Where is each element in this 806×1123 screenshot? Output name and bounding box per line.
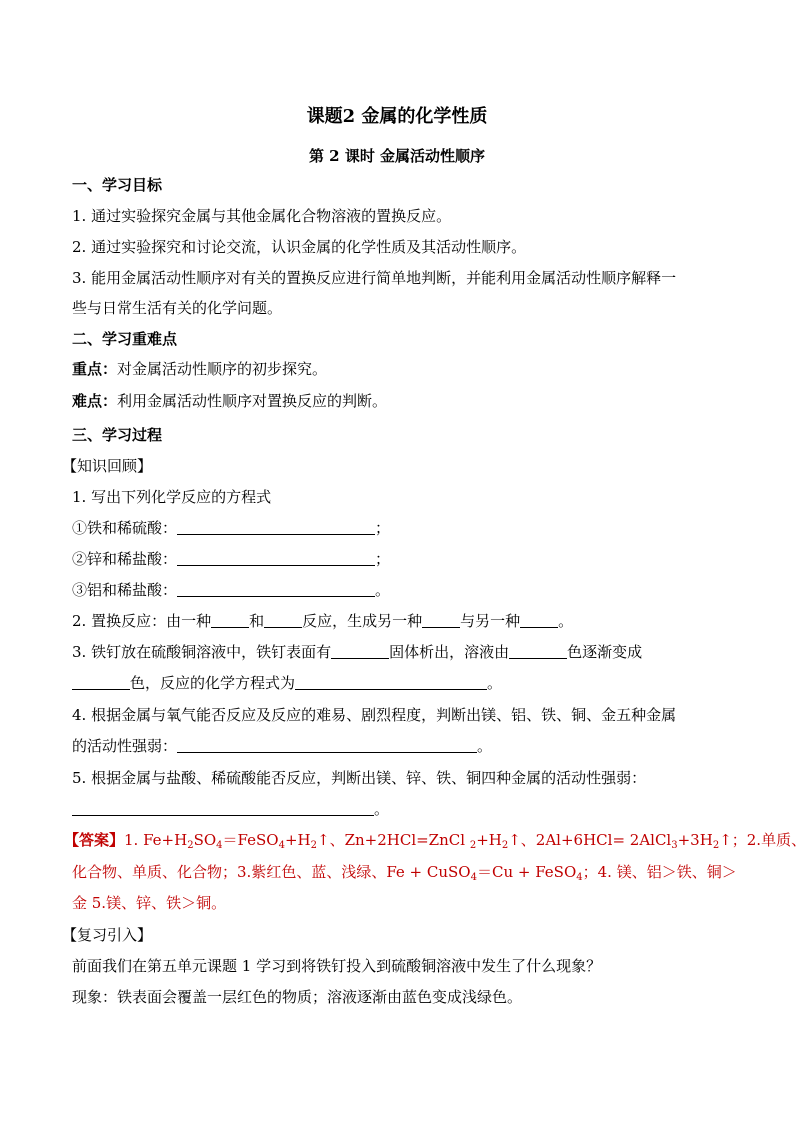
answer-blank-activity-order[interactable] [72, 800, 374, 816]
q3-part: 色逐渐变成 [567, 643, 643, 661]
question-4-continued [72, 735, 492, 757]
answer-text: ↑、2Al+6HCl= 2AlCl [508, 831, 672, 849]
answer-blank-1b[interactable] [177, 550, 375, 566]
period: 。 [375, 581, 391, 599]
question-1c [72, 579, 390, 601]
page-subtitle: 第 2 课时 金属活动性顺序 [308, 147, 486, 165]
difficulty-text: 利用金属活动性顺序对置换反应的判断。 [117, 392, 388, 410]
subscript: 2 [187, 840, 194, 851]
section-heading-key-points: 二、学习重难点 [72, 330, 178, 348]
subscript: 2 [501, 840, 509, 851]
subscript: 2 [469, 840, 477, 851]
question-1c-label: ③铝和稀盐酸： [72, 581, 178, 599]
question-1a-label: ①铁和稀硫酸： [72, 519, 178, 537]
key-point-line [72, 358, 327, 380]
question-4: 4. 根据金属与氧气能否反应及反应的难易、剧烈程度，判断出镁、铝、铁、铜、金五种金属 [72, 706, 677, 724]
question-1a [72, 517, 390, 539]
section-heading-objectives: 一、学习目标 [72, 176, 163, 194]
answer-blank[interactable] [331, 643, 389, 659]
answer-label: 【答案】 [64, 831, 125, 849]
answer-blank[interactable] [509, 643, 567, 659]
answer-text: ＝Cu + FeSO [476, 863, 577, 881]
intro-label: 【复习引入】 [62, 926, 153, 944]
q2-part: 。 [558, 612, 574, 630]
key-point-label: 重点： [72, 360, 118, 378]
question-1: 1. 写出下列化学反应的方程式 [72, 488, 272, 506]
difficulty-label: 难点： [72, 392, 118, 410]
q3b-part: 。 [487, 674, 503, 692]
question-5-continued [72, 798, 389, 820]
subscript: 3 [671, 840, 678, 851]
objective-item: 2. 通过实验探究和讨论交流，认识金属的化学性质及其活动性顺序。 [72, 238, 527, 256]
question-1b [72, 548, 390, 570]
difficulty-line [72, 390, 387, 412]
q2-part: 与另一种 [460, 612, 521, 630]
key-point-text: 对金属活动性顺序的初步探究。 [117, 360, 328, 378]
objective-item: 3. 能用金属活动性顺序对有关的置换反应进行简单地判断，并能利用金属活动性顺序解释一 [72, 269, 677, 287]
page-title: 课题2 金属的化学性质 [306, 106, 488, 127]
answer-blank[interactable] [72, 674, 130, 690]
question-5: 5. 根据金属与盐酸、稀硫酸能否反应，判断出镁、锌、铁、铜四种金属的活动性强弱： [72, 769, 647, 787]
answer-text: 化合物、单质、化合物；3.紫红色、蓝、浅绿、Fe + CuSO [72, 863, 471, 881]
answer-blank-1c[interactable] [177, 581, 375, 597]
subscript: 2 [310, 840, 317, 851]
period: 。 [374, 800, 390, 818]
answer-line-1 [64, 829, 806, 851]
answer-text: ；4. 镁、铝＞铁、铜＞ [582, 863, 737, 881]
answer-line-3: 金 5.镁、锌、铁＞铜。 [72, 894, 227, 912]
intro-question: 前面我们在第五单元课题 1 学习到将铁钉投入到硫酸铜溶液中发生了什么现象？ [72, 957, 602, 975]
subscript: 4 [470, 872, 477, 883]
answer-blank[interactable] [520, 612, 558, 628]
question-1b-label: ②锌和稀盐酸： [72, 550, 178, 568]
subscript: 4 [216, 840, 223, 851]
answer-text: ↑；2.单质、 [719, 831, 806, 849]
section-heading-process: 三、学习过程 [72, 426, 163, 444]
answer-blank-equation[interactable] [295, 674, 487, 690]
q4b-part: 。 [477, 737, 493, 755]
semicolon: ； [375, 550, 391, 568]
subscript: 4 [278, 840, 285, 851]
answer-blank-1a[interactable] [177, 519, 375, 535]
answer-blank-activity-order[interactable] [177, 737, 477, 753]
answer-blank[interactable] [422, 612, 460, 628]
answer-text: ＝FeSO [222, 831, 279, 849]
answer-text: 1. Fe+H [124, 831, 188, 849]
subscript: 4 [576, 872, 583, 883]
q3b-part: 色，反应的化学方程式为 [130, 674, 296, 692]
objective-item: 1. 通过实验探究金属与其他金属化合物溶液的置换反应。 [72, 207, 452, 225]
objective-item-continued: 些与日常生活有关的化学问题。 [72, 299, 283, 317]
question-2 [72, 610, 573, 632]
review-label: 【知识回顾】 [62, 457, 153, 475]
answer-text: SO [193, 831, 217, 849]
answer-text: +H [476, 831, 502, 849]
question-3-continued [72, 672, 502, 694]
answer-text: +3H [677, 831, 713, 849]
answer-text: +H [284, 831, 311, 849]
q3-part: 3. 铁钉放在硫酸铜溶液中，铁钉表面有 [72, 643, 332, 661]
answer-line-2 [72, 861, 737, 883]
answer-text: ↑、Zn+2HCl=ZnCl [317, 831, 470, 849]
q3-part: 固体析出，溶液由 [389, 643, 510, 661]
answer-blank[interactable] [211, 612, 249, 628]
answer-blank[interactable] [264, 612, 302, 628]
q4b-part: 的活动性强弱： [72, 737, 178, 755]
question-3 [72, 641, 642, 663]
q2-part: 和 [249, 612, 265, 630]
q2-part: 2. 置换反应：由一种 [72, 612, 212, 630]
subscript: 2 [712, 840, 720, 851]
semicolon: ； [375, 519, 391, 537]
q2-part: 反应，生成另一种 [302, 612, 423, 630]
intro-answer: 现象：铁表面会覆盖一层红色的物质；溶液逐渐由蓝色变成浅绿色。 [72, 988, 523, 1006]
